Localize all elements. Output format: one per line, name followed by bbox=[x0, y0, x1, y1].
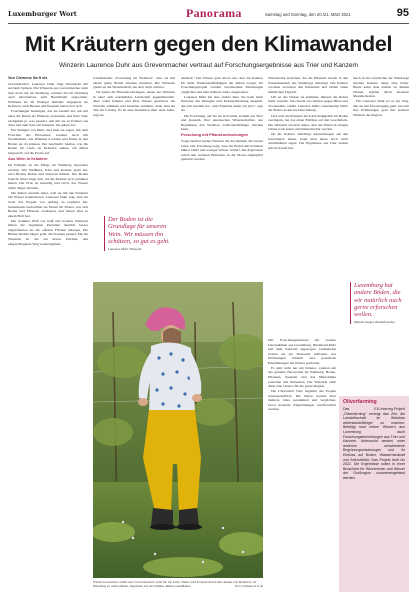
photo-caption bbox=[93, 580, 263, 589]
paragraph: Das Forschungsinteresse hat weitere Unternehmen aus Luxemburg, Rheinland-Pfalz und dem Saarland angezogen. Gemeinsam wollen sie ein Netzwerk aufbauen, das Erfahrungen bündelt und praktische Empfehlungen für Winzer erarbeitet. bbox=[268, 338, 336, 365]
paragraph: Sorge bereitet beiden Winzern die Trockenheit der letzten Jahre. Die Forschung zeigt, dass der Boden mit Kräutern kühler bleibt und weniger Wasser verliert. Die Ergebnisse sollen nun weiteren Betrieben an der Mosel zugänglich gemacht werden. bbox=[181, 139, 263, 162]
paragraph: Um an das Wasser zu kommen, müssen die Reben tiefer wurzeln. Das macht sie robuster gegen Hitze und Trockenheit, erklärt Laurence Duhr. Gleichzeitig bleibt der Boden locker und durchlässig. bbox=[268, 94, 348, 113]
paragraph: Die Reben wurzeln tiefer, weil sie mit den Kräutern um Wasser konkurrieren. Laurence Duhr sagt, dass ihr Vater das Projekt von Anfang an begleitet hat. Gemeinsam beobachten sie Monat für Monat, wie sich Boden und Pflanzen verändern, und halten alles in einem Heft fest. bbox=[8, 190, 88, 218]
paragraph: Die Forschung, auf die sie sich stützt, kommt aus Trier und Kanzem. Dort untersuchen Wissenschaftler, wie Begrünung den Weinbau widerstandsfähiger machen kann. bbox=[181, 113, 263, 132]
paragraph: Die Universität Trier begleitet das Projekt wissenschaftlich. Die Daten werden über mehrere Jahre gesammelt und verglichen, bevor konkrete Empfehlungen veröffentlicht werden. bbox=[268, 389, 336, 412]
masthead bbox=[8, 6, 409, 24]
subheading: Forschung mit Pflanzenmischungen bbox=[181, 132, 249, 138]
pull-quote bbox=[104, 216, 172, 251]
subheadline: Winzerin Laurence Duhr aus Grevenmacher vertraut auf Forschungsergebnisse aus Trier und Kanzem bbox=[58, 62, 359, 69]
page-number: 95 bbox=[396, 7, 409, 19]
paragraph: Der Sommer 2020 war heiß und trocken. Dennoch hätten die begrünten Parzellen deutlich besser abgeschnitten als die offenen Flächen nebenan. Die Blätter blieben länger grün, die Trauben gesund. Für die Winzerin ist das ein klares Zeichen, den eingeschlagenen Weg weiterzugehen. bbox=[8, 218, 88, 246]
pull-quote-credit: Manuel Seeger, Bodenforscher bbox=[354, 320, 395, 325]
issue-date: Samstag und Sonntag, den 20./21. März 2021 bbox=[265, 12, 351, 17]
article-photo bbox=[93, 282, 263, 578]
vineyard-photo-illustration bbox=[93, 282, 263, 578]
paragraph: Wurzelwerk erreichen, das die Pflanzen wieder in den Wasserhaushalt des Weinbergs einbringt. Die Kräuter wachsen zwischen den Rebzeilen und bilden einen natürlichen Teppich. bbox=[268, 76, 348, 94]
pull-quote-credit: Laurence Duhr, Winzerin bbox=[108, 247, 142, 252]
paragraph: deutlich.“ Der Winzer geht davon aus, dass die Kräuter für mehr Widerstandsfähigkeit der Reben sorgen. Im Forschungsprojekt wurden verschiedene Mischungen verglichen und über mehrere Jahre ausgewertet. bbox=[181, 76, 263, 94]
paragraph: Im Frühjahr ist die Pflege im Weinberg besonders wichtig. Wer Weißklee, Klee und Kräuter gesät hat, wird Boden, Reben und Wurzeln stärken. Der Boden braucht dabei lange Zeit, bis die Kräuter sich verankert haben. Die Erde ist lebendig und reich, das Wasser bleibt länger erhalten. bbox=[8, 163, 88, 190]
article-column-1 bbox=[8, 76, 88, 592]
paragraph: Grevenmacher. Laurence Duhr trägt Ornallacks mit solchem Spitzen. Die Winzerin aus Grevenmacher steht aber nicht nur im Weinberg, sondern hat im Weinberg auch Alternativen zum Bewährtem angeordnet. Während sie im Weingut umlehnt, begegnete sie Kräutern, auch Bienen und Insekten nisten dort sich. bbox=[8, 81, 88, 109]
paragraph: Für Laurence Duhr ist es ein Weg, den sie mit Überzeugung geht. Sie teilt ihre Erfahrungen gern mit anderen Winzern der Region. bbox=[353, 99, 409, 117]
subheading: Aus Wein in Kräutern bbox=[8, 155, 48, 161]
paragraph: Ob die Kräuter allerdings Auswirkungen auf den Geschmack haben, kann man heute noch nicht abschließend sagen. Die Ergebnisse aus Trier deuten jedoch darauf hin. bbox=[268, 132, 348, 150]
paragraph: Ein Weingut von Duhr, darf man sie sagen, mit dem Forschen des Bioweines, sondern auch mit Strohhalmen. Als Pflanzen trocknen und fluten in den Boden sie da können. Der beschreibt hierbei, wie die Reben im Laufe zu Kräutern stehen, ein Mittel beigestellt, auf die Praxis auf. bbox=[8, 128, 88, 155]
pull-quote-text: Der Boden ist die Grundlage für unseren Wein. Wir müssen ihn schützen, so gut es geht. bbox=[108, 216, 170, 245]
paragraph: Es geht nicht nur um Kräuter, sondern um das gesamte Ökosystem im Weinberg: Boden, Pflanzen, Insekten und das Mikroklima zwischen den Rebzeilen. Die Winzerin sieht darin eine Chance für die ganze Region. bbox=[268, 365, 336, 389]
photo-credit: Foto: Clemens Sa ft els bbox=[235, 584, 263, 589]
section-title: Panorama bbox=[186, 6, 242, 20]
paragraph: Forschungen bestätigen, das sie bestellt hat, um mit einer der Reben als Pflanzen zu können. Auf ihrer Seite nachgehen ja, was passiert, und mit sie zu Kräuter aus Trier und dem Saar-Ort Kanzem. Sie gehen fort. bbox=[8, 109, 88, 128]
paragraph: Auch in der Geschichte der Weinberge spielten Kräuter lange eine Rolle. Heute kehrt man zurück zu diesem Wissen, ergänzt durch moderne Messmethoden. bbox=[353, 76, 409, 99]
info-box-body: Das EU-Interreg-Projekt „Oliverfarming“ verfolgt das Ziel, die Landwirtschaft im Weinbau widerstandsfähiger zu machen. Beteiligt sind neben Winzern aus Luxemburg auch Forschungseinrichtungen aus Trier und Kanzem. Untersucht werden unter anderem verschiedene Begrünungsmischungen und ihr Einfluss auf Boden, Wasserhaushalt und Artenvielfalt. Das Projekt läuft bis 2022. Die Ergebnisse sollen in einer Broschüre für Winzerinnen und Winzer der Großregion zusammengefasst werden. bbox=[343, 407, 405, 480]
article-column-3 bbox=[181, 76, 263, 280]
paragraph: Laurence Duhr hat eine andere Idee. Sie hatte beim Interesse des Weinguts eine Kräutermischung ausgesät, die sich bewährt hat. „Das Ergebnis sehen wir jetzt“, sagt sie. bbox=[181, 94, 263, 113]
info-box-title: Oliverfarming bbox=[343, 399, 377, 405]
paragraph: Sie kennt die Herausforderungen, denen der Weinbau in einer sich wandelnden Landschaft gegenübersteht. Aber wenn Kräuter und Klee Wasser speichern, die Wurzeln schützen und Insekten ernähren, dann sind sie Teil der Lösung. Es ist eine Investition über viele Jahre, sagt sie. bbox=[93, 90, 175, 117]
article-column-6 bbox=[268, 338, 336, 592]
byline: Von Clemens Sa ft els bbox=[8, 76, 48, 80]
photo-caption-text: Winzerin Laurence Duhr aus Grevenmacher setzt für ihr Lebe, Natur und Umwelt durch den Anbau von Kräutern im Weinberg zu unterstützen, begrünen ihr, den Klima, Reben und Boden. bbox=[93, 580, 257, 589]
paragraph: Und weil die Pflanzen auch den Kalkgehalt im Boden verringern, hat das einen Einfluss auf den Geschmack. Die Winzerin erwartet daher, dass die Weine in einigen Jahren noch feiner und mineralischer werden. bbox=[268, 113, 348, 132]
info-box bbox=[339, 396, 409, 592]
headline: Mit Kräutern gegen den Klimawandel bbox=[24, 32, 393, 56]
article-column-4 bbox=[268, 76, 348, 326]
pull-quote bbox=[350, 282, 408, 324]
newspaper-logo: Luxemburger Wort bbox=[8, 10, 77, 18]
pull-quote-text: Luxemburg hat andere Böden, die wir natürlich auch gerne erforschen wollen. bbox=[354, 282, 402, 319]
paragraph: schriftenreihe „Forschung im Weinbau“, dass sie mit einem guten Boden arbeiten möchten. Die Winzerin glaubt an die Wissenschaft, die aber nicht verlässt. bbox=[93, 76, 175, 90]
